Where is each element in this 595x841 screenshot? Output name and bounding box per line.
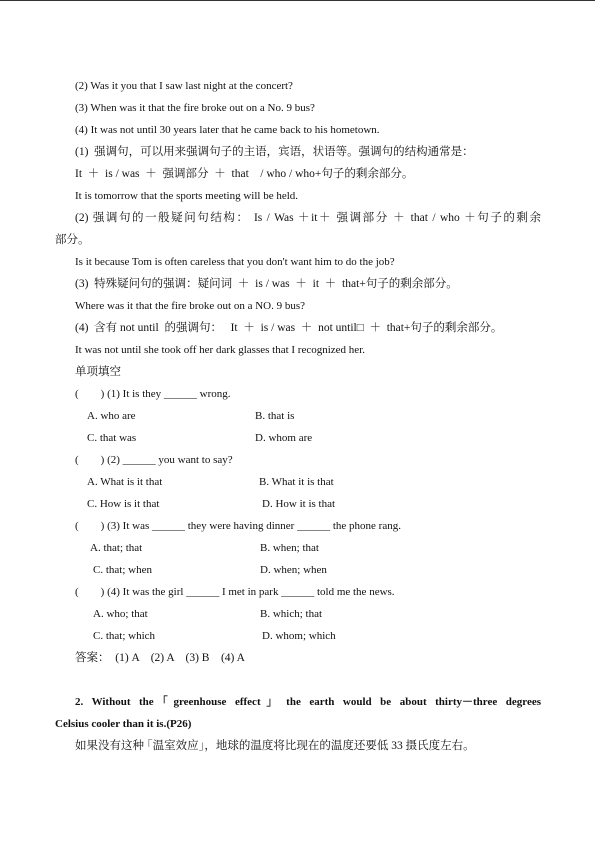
option-a: A. What is it that bbox=[87, 476, 163, 488]
answer-key: 答案： (1) A (2) A (3) B (4) A bbox=[75, 652, 245, 664]
rule-pattern: It ＋ is / was ＋ 强调部分 ＋ that / who / who+句子的剩余部分。 bbox=[75, 168, 414, 180]
example-sentence: (2) Was it you that I saw last night at the concert? bbox=[75, 80, 293, 92]
question-stem: ( ) (1) It is they ______ wrong. bbox=[75, 388, 231, 400]
option-a: A. who; that bbox=[93, 608, 148, 620]
rule-heading: (3) 特殊疑问句的强调：疑问词 ＋ is / was ＋ it ＋ that+句子的剩余部分。 bbox=[75, 278, 458, 290]
option-b: B. What it is that bbox=[259, 476, 334, 488]
question-stem: ( ) (4) It was the girl ______ I met in park ______ told me the news. bbox=[75, 586, 395, 598]
option-a: A. who are bbox=[87, 410, 136, 422]
item2-english-line1: 2. Without the ｢greenhouse effect｣ the earth would be about thirty－three degrees bbox=[75, 696, 541, 708]
rule-heading: (4) 含有 not until 的强调句： It ＋ is / was ＋ not until□ ＋ that+句子的剩余部分。 bbox=[75, 322, 503, 334]
rule-heading: (2) 强调句的一般疑问句结构： Is / Was ＋it＋ 强调部分 ＋ that / who ＋句子的剩余 bbox=[75, 212, 541, 224]
option-a: A. that; that bbox=[90, 542, 143, 554]
option-d: D. whom are bbox=[255, 432, 313, 444]
option-d: D. whom; which bbox=[262, 630, 336, 642]
rule-heading-continued: 部分。 bbox=[55, 234, 90, 246]
question-stem: ( ) (3) It was ______ they were having dinner ______ the phone rang. bbox=[75, 520, 401, 532]
item2-english-line2: Celsius cooler than it is.(P26) bbox=[55, 718, 192, 730]
example-sentence: (3) When was it that the fire broke out on a No. 9 bus? bbox=[75, 102, 315, 114]
option-b: B. that is bbox=[255, 410, 295, 422]
rule-example: It is tomorrow that the sports meeting will be held. bbox=[75, 190, 299, 202]
option-c: C. that; when bbox=[93, 564, 152, 576]
option-c: C. that was bbox=[87, 432, 137, 444]
rule-example: It was not until she took off her dark glasses that I recognized her. bbox=[75, 344, 365, 356]
exercise-title: 单项填空 bbox=[75, 366, 121, 378]
option-b: B. which; that bbox=[260, 608, 323, 620]
option-b: B. when; that bbox=[260, 542, 319, 554]
question-stem: ( ) (2) ______ you want to say? bbox=[75, 454, 233, 466]
top-border-line bbox=[0, 0, 595, 1]
rule-heading: (1) 强调句，可以用来强调句子的主语，宾语，状语等。强调句的结构通常是： bbox=[75, 146, 474, 158]
item2-chinese-translation: 如果没有这种 ｢温室效应｣，地球的温度将比现在的温度还要低 33 摄氏度左右。 bbox=[75, 740, 475, 752]
option-c: C. How is it that bbox=[87, 498, 160, 510]
example-sentence: (4) It was not until 30 years later that he came back to his hometown. bbox=[75, 124, 380, 136]
option-c: C. that; which bbox=[93, 630, 156, 642]
rule-example: Where was it that the fire broke out on a NO. 9 bus? bbox=[75, 300, 306, 312]
option-d: D. when; when bbox=[260, 564, 327, 576]
option-d: D. How it is that bbox=[262, 498, 336, 510]
rule-example: Is it because Tom is often careless that you don't want him to do the job? bbox=[75, 256, 395, 268]
